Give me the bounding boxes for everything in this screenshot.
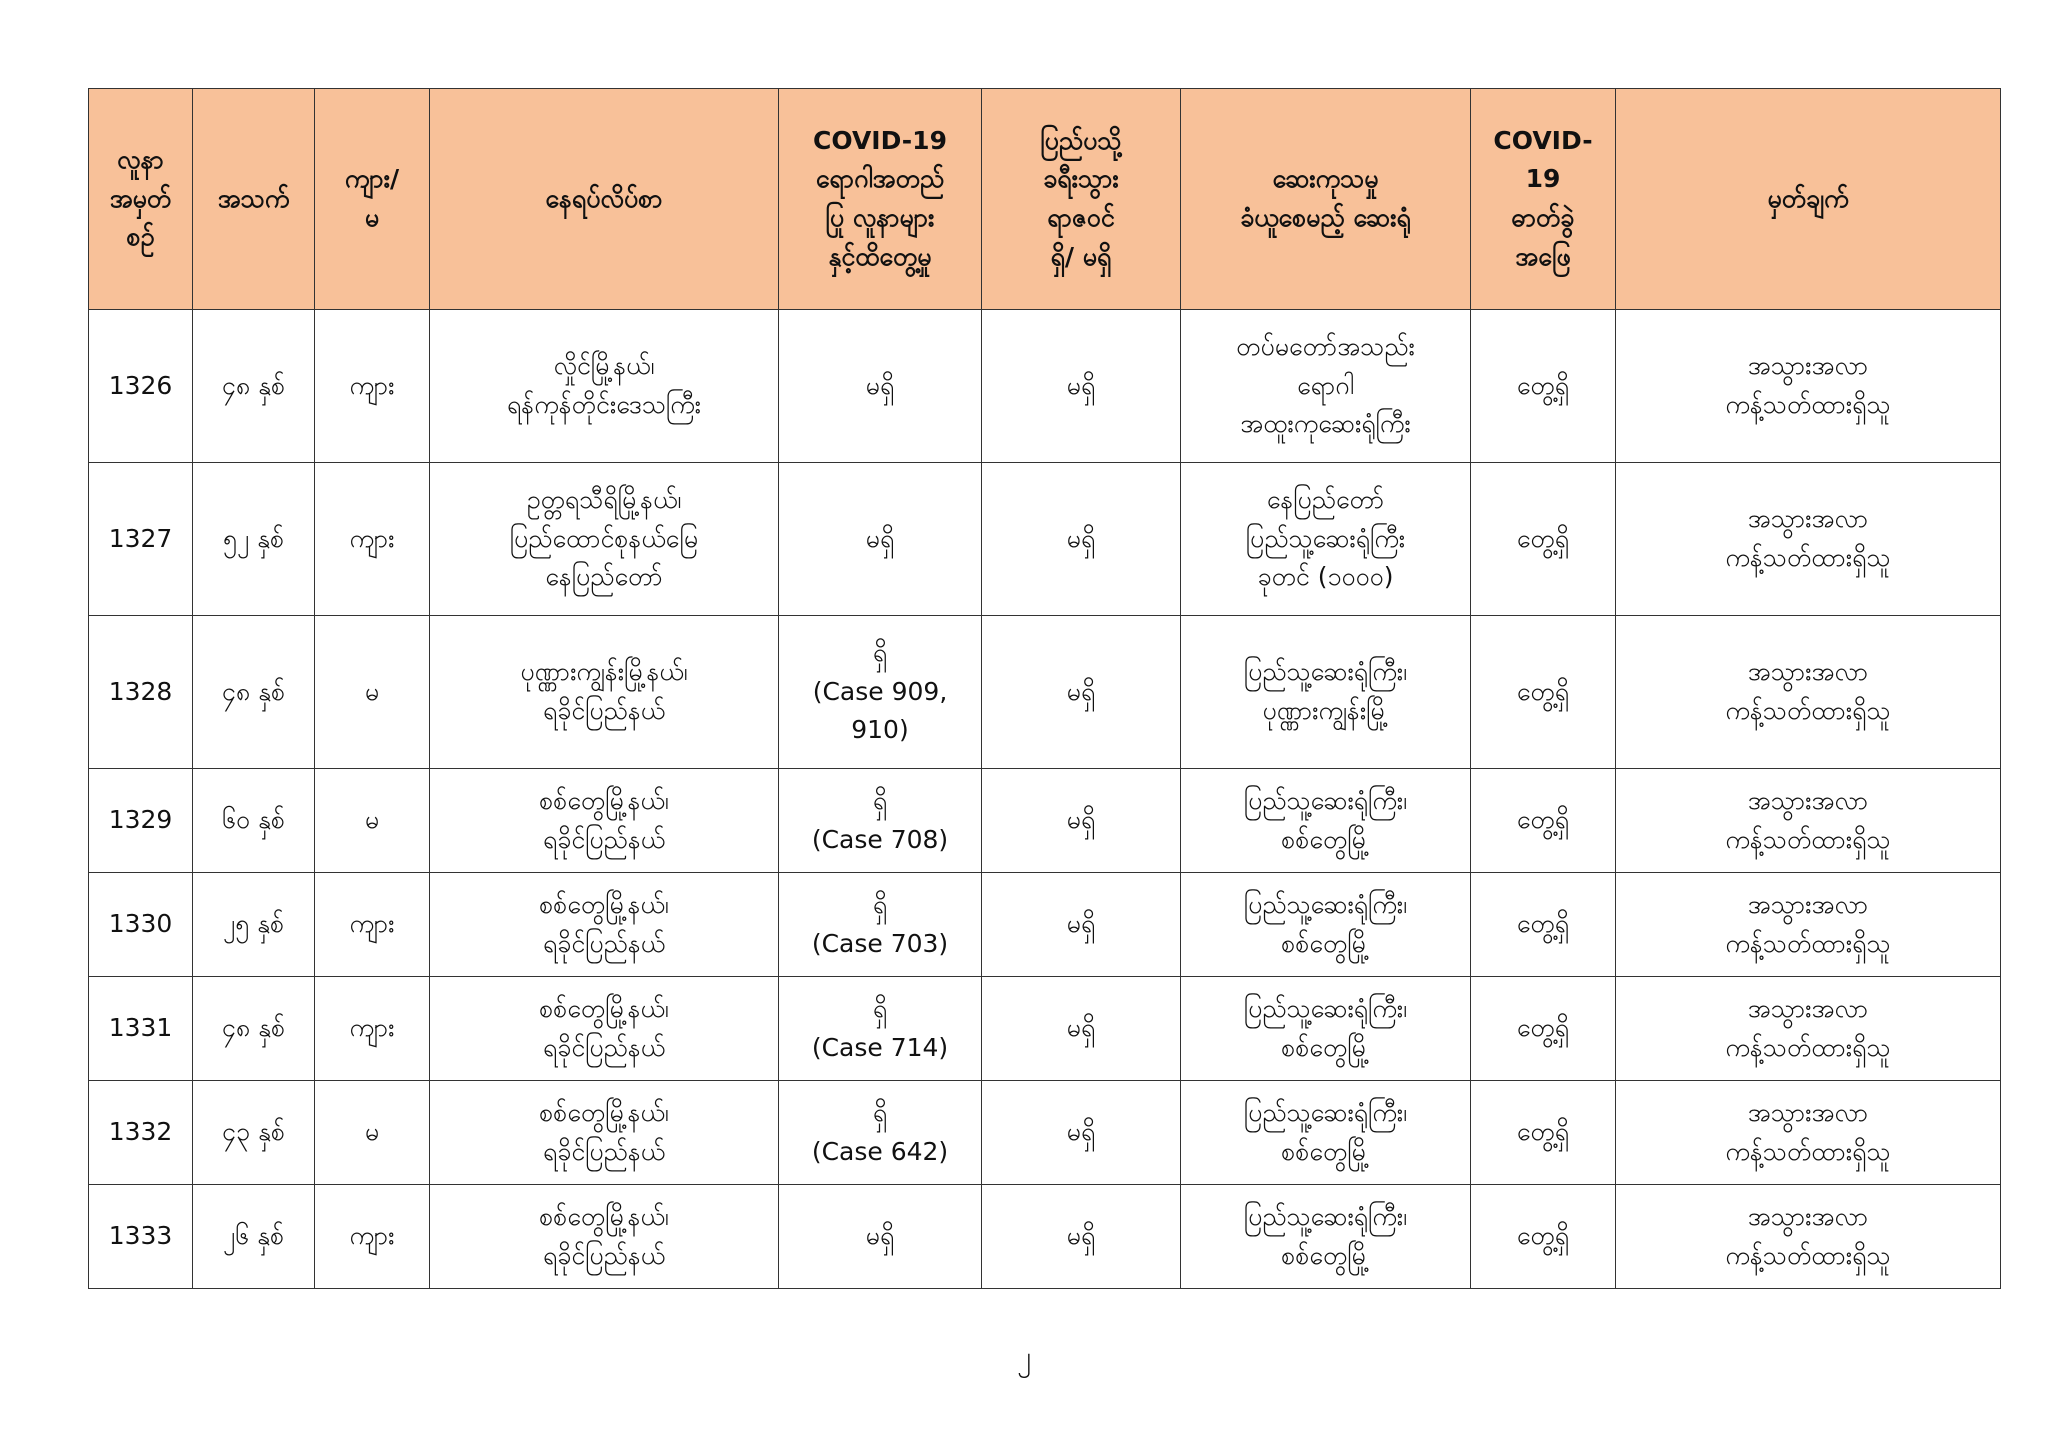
header-sex: ကျား/ မ <box>315 89 430 310</box>
cell-lab-result: တွေ့ရှိ <box>1471 310 1616 463</box>
cell-lab-result: တွေ့ရှိ <box>1471 616 1616 769</box>
table-row <box>89 310 2001 463</box>
cell-age: ၅၂ နှစ် <box>193 463 315 616</box>
table-row <box>89 769 2001 873</box>
cell-age: ၄၈ နှစ် <box>193 616 315 769</box>
table-row <box>89 616 2001 769</box>
cell-address: ဥတ္တရသီရိမြို့နယ်၊ ပြည်ထောင်စုနယ်မြေ နေပြည်တော် <box>430 463 779 616</box>
cell-case-number: 1328 <box>89 616 193 769</box>
cell-address: ပုဏ္ဏားကျွန်းမြို့နယ်၊ ရခိုင်ပြည်နယ် <box>430 616 779 769</box>
cell-case-number: 1332 <box>89 1081 193 1185</box>
cell-contact: မရှိ <box>779 1185 982 1289</box>
cell-hospital: ပြည်သူ့ဆေးရုံကြီး၊ စစ်တွေမြို့ <box>1181 1081 1471 1185</box>
cell-age: ၂၆ နှစ် <box>193 1185 315 1289</box>
cell-contact: ရှိ (Case 708) <box>779 769 982 873</box>
cell-remarks: အသွားအလာ ကန့်သတ်ထားရှိသူ <box>1616 873 2001 977</box>
cell-remarks: အသွားအလာ ကန့်သတ်ထားရှိသူ <box>1616 1185 2001 1289</box>
header-contact: COVID-19 ရောဂါအတည် ပြု လူနာများ နှင့်ထိတွေ့မှု <box>779 89 982 310</box>
cell-case-number: 1327 <box>89 463 193 616</box>
header-hospital: ဆေးကုသမှု ခံယူစေမည့် ဆေးရုံ <box>1181 89 1471 310</box>
cell-age: ၄၃ နှစ် <box>193 1081 315 1185</box>
cell-hospital: ပြည်သူ့ဆေးရုံကြီး၊ စစ်တွေမြို့ <box>1181 977 1471 1081</box>
cell-case-number: 1333 <box>89 1185 193 1289</box>
covid-case-table <box>88 88 2001 1289</box>
cell-remarks: အသွားအလာ ကန့်သတ်ထားရှိသူ <box>1616 977 2001 1081</box>
cell-contact: ရှိ (Case 909, 910) <box>779 616 982 769</box>
cell-remarks: အသွားအလာ ကန့်သတ်ထားရှိသူ <box>1616 310 2001 463</box>
header-lab-result: COVID- 19 ဓာတ်ခွဲ အဖြေ <box>1471 89 1616 310</box>
cell-sex: ကျား <box>315 310 430 463</box>
cell-travel-history: မရှိ <box>982 1081 1181 1185</box>
cell-hospital: နေပြည်တော် ပြည်သူ့ဆေးရုံကြီး ခုတင် (၁၀၀၀) <box>1181 463 1471 616</box>
cell-lab-result: တွေ့ရှိ <box>1471 1185 1616 1289</box>
header-age: အသက် <box>193 89 315 310</box>
cell-sex: မ <box>315 1081 430 1185</box>
cell-remarks: အသွားအလာ ကန့်သတ်ထားရှိသူ <box>1616 463 2001 616</box>
cell-hospital: တပ်မတော်အသည်း ရောဂါ အထူးကုဆေးရုံကြီး <box>1181 310 1471 463</box>
cell-travel-history: မရှိ <box>982 616 1181 769</box>
table-row <box>89 463 2001 616</box>
table-row <box>89 1185 2001 1289</box>
cell-age: ၂၅ နှစ် <box>193 873 315 977</box>
header-address: နေရပ်လိပ်စာ <box>430 89 779 310</box>
cell-remarks: အသွားအလာ ကန့်သတ်ထားရှိသူ <box>1616 769 2001 873</box>
cell-travel-history: မရှိ <box>982 977 1181 1081</box>
cell-case-number: 1331 <box>89 977 193 1081</box>
cell-lab-result: တွေ့ရှိ <box>1471 463 1616 616</box>
cell-address: စစ်တွေမြို့နယ်၊ ရခိုင်ပြည်နယ် <box>430 873 779 977</box>
cell-age: ၄၈ နှစ် <box>193 977 315 1081</box>
cell-travel-history: မရှိ <box>982 310 1181 463</box>
cell-lab-result: တွေ့ရှိ <box>1471 1081 1616 1185</box>
cell-contact: ရှိ (Case 703) <box>779 873 982 977</box>
page-number: ၂ <box>1017 1340 1031 1373</box>
cell-travel-history: မရှိ <box>982 769 1181 873</box>
cell-case-number: 1329 <box>89 769 193 873</box>
cell-lab-result: တွေ့ရှိ <box>1471 873 1616 977</box>
cell-hospital: ပြည်သူ့ဆေးရုံကြီး၊ စစ်တွေမြို့ <box>1181 769 1471 873</box>
cell-hospital: ပြည်သူ့ဆေးရုံကြီး၊ စစ်တွေမြို့ <box>1181 873 1471 977</box>
cell-contact: မရှိ <box>779 463 982 616</box>
cell-sex: ကျား <box>315 463 430 616</box>
table-row <box>89 873 2001 977</box>
cell-address: စစ်တွေမြို့နယ်၊ ရခိုင်ပြည်နယ် <box>430 769 779 873</box>
cell-hospital: ပြည်သူ့ဆေးရုံကြီး၊ ပုဏ္ဏားကျွန်းမြို့ <box>1181 616 1471 769</box>
cell-sex: မ <box>315 769 430 873</box>
cell-case-number: 1330 <box>89 873 193 977</box>
cell-travel-history: မရှိ <box>982 463 1181 616</box>
cell-lab-result: တွေ့ရှိ <box>1471 977 1616 1081</box>
cell-address: စစ်တွေမြို့နယ်၊ ရခိုင်ပြည်နယ် <box>430 1185 779 1289</box>
table-header-row <box>89 89 2001 310</box>
table-row <box>89 977 2001 1081</box>
cell-sex: ကျား <box>315 1185 430 1289</box>
cell-contact: ရှိ (Case 642) <box>779 1081 982 1185</box>
header-travel-history: ပြည်ပသို့ ခရီးသွား ရာဇဝင် ရှိ/ မရှိ <box>982 89 1181 310</box>
cell-contact: ရှိ (Case 714) <box>779 977 982 1081</box>
cell-lab-result: တွေ့ရှိ <box>1471 769 1616 873</box>
cell-sex: ကျား <box>315 977 430 1081</box>
header-remarks: မှတ်ချက် <box>1616 89 2001 310</box>
cell-address: စစ်တွေမြို့နယ်၊ ရခိုင်ပြည်နယ် <box>430 977 779 1081</box>
cell-address: လှိုင်မြို့နယ်၊ ရန်ကုန်တိုင်းဒေသကြီး <box>430 310 779 463</box>
cell-remarks: အသွားအလာ ကန့်သတ်ထားရှိသူ <box>1616 1081 2001 1185</box>
cell-hospital: ပြည်သူ့ဆေးရုံကြီး၊ စစ်တွေမြို့ <box>1181 1185 1471 1289</box>
cell-age: ၄၈ နှစ် <box>193 310 315 463</box>
cell-age: ၆၀ နှစ် <box>193 769 315 873</box>
table-row <box>89 1081 2001 1185</box>
header-case-number: လူနာ အမှတ် စဉ် <box>89 89 193 310</box>
cell-case-number: 1326 <box>89 310 193 463</box>
cell-address: စစ်တွေမြို့နယ်၊ ရခိုင်ပြည်နယ် <box>430 1081 779 1185</box>
cell-remarks: အသွားအလာ ကန့်သတ်ထားရှိသူ <box>1616 616 2001 769</box>
cell-contact: မရှိ <box>779 310 982 463</box>
cell-travel-history: မရှိ <box>982 1185 1181 1289</box>
cell-sex: မ <box>315 616 430 769</box>
cell-sex: ကျား <box>315 873 430 977</box>
cell-travel-history: မရှိ <box>982 873 1181 977</box>
